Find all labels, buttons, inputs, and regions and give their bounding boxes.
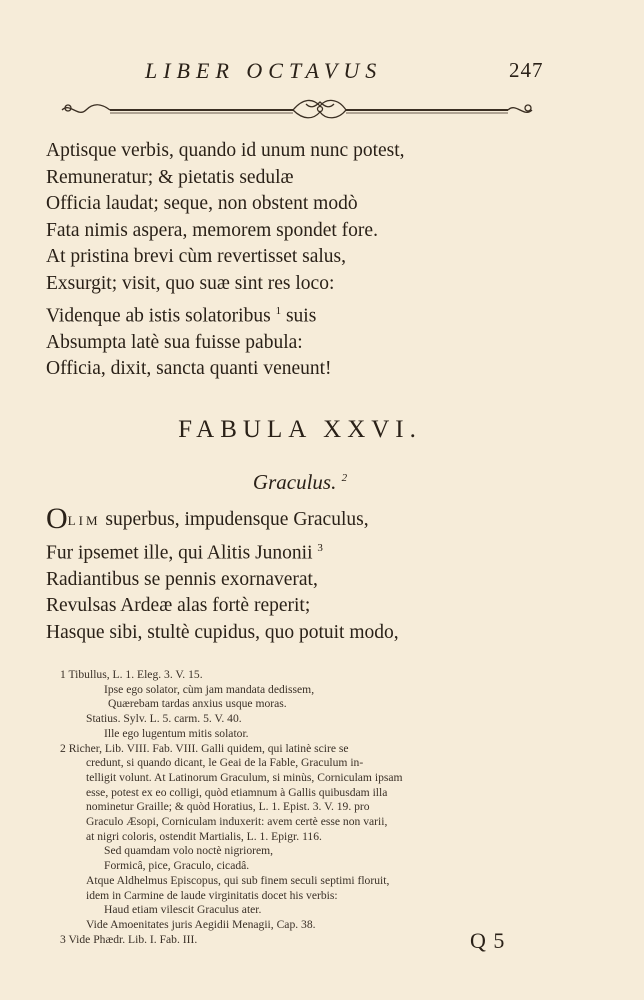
verse-line: Radiantibus se pennis exornaverat, xyxy=(46,568,318,590)
footnotes xyxy=(60,668,560,947)
poem-bottom xyxy=(46,502,606,646)
drop-cap: O xyxy=(46,502,68,535)
footnote-marker: 2 xyxy=(341,472,348,484)
verse-line: Aptisque verbis, quando id unum nunc potest, xyxy=(46,140,405,161)
footnote-line: Formicâ, pice, Graculo, cicadâ. xyxy=(104,859,250,873)
small-caps-text: LIM xyxy=(67,513,101,528)
signature-mark: Q 5 xyxy=(470,928,506,953)
running-head: LIBER OCTAVUS xyxy=(145,58,383,83)
footnote-line: Haud etiam vilescit Graculus ater. xyxy=(104,903,262,917)
footnote-line: credunt, si quando dicant, le Geai de la Fable, Graculum in- xyxy=(86,756,364,770)
verse-line: Absumpta latè sua fuisse pabula: xyxy=(46,331,303,353)
footnote-line: nominetur Graille; & quòd Horatius, L. 1. Epist. 3. V. 19. pro xyxy=(86,800,370,814)
footnote-line: idem in Carmine de laude virginitatis docet his verbis: xyxy=(86,888,338,902)
page-number: 247 xyxy=(509,58,544,82)
verse-line xyxy=(46,502,606,535)
footnote-marker: 1 xyxy=(275,304,282,317)
verse-text: Fur ipsemet ille, qui Alitis Junonii xyxy=(46,542,313,564)
verse-text: Videnque ab istis solatoribus xyxy=(46,305,271,327)
footnote-line: telligit volunt. At Latinorum Graculum, si minùs, Corniculam ipsam xyxy=(86,770,403,784)
footnote-line: Ipse ego solator, cùm jam mandata dedissem, xyxy=(104,682,315,696)
verse-line: Officia laudat; seque, non obstent modò xyxy=(46,193,358,215)
footnote-line: Graculo Æsopi, Corniculam induxerit: avem certè esse non varii, xyxy=(86,815,388,829)
verse-text: superbus, impudensque Graculus, xyxy=(105,509,369,530)
footnote-line: Sed quamdam volo noctè nigriorem, xyxy=(104,844,274,858)
verse-line xyxy=(46,298,606,330)
footnote-line: Atque Aldhelmus Episcopus, qui sub finem seculi septimi floruit, xyxy=(86,873,390,887)
ornament-rule-icon xyxy=(58,96,538,122)
footnote-line: at nigri coloris, ostendit Martialis, L. 1. Epigr. 116. xyxy=(86,829,322,843)
verse-line: At pristina brevi cùm revertisset salus, xyxy=(46,246,347,268)
poem-top xyxy=(46,138,606,383)
verse-line: Remuneratur; & pietatis sedulæ xyxy=(46,166,294,188)
footnote-line: Quærebam tardas anxius usque moras. xyxy=(108,697,287,711)
verse-line: Fata nimis aspera, memorem spondet fore. xyxy=(46,219,378,241)
verse-line: Exsurgit; visit, quo suæ sint res loco: xyxy=(46,272,335,294)
footnote-line: 2 Richer, Lib. VIII. Fab. VIII. Galli quidem, qui latinè scire se xyxy=(60,741,349,755)
footnote-line: Ille ego lugentum mitis solator. xyxy=(104,726,249,740)
footnote-line: 1 Tibullus, L. 1. Eleg. 3. V. 15. xyxy=(60,668,203,681)
fable-title: FABULA XXVI. xyxy=(178,416,422,443)
verse-text-end: suis xyxy=(285,305,317,327)
verse-line: Revulsas Ardeæ alas fortè reperit; xyxy=(46,595,311,617)
footnote-marker: 3 xyxy=(317,541,323,554)
fable-subtitle xyxy=(0,470,600,495)
footnote-line: 3 Vide Phædr. Lib. I. Fab. III. xyxy=(60,932,198,946)
fable-subtitle-text: Graculus. xyxy=(252,470,337,494)
footnote-line: Vide Amoenitates juris Aegidii Menagii, Cap. 38. xyxy=(86,917,316,931)
verse-line: Hasque sibi, stultè cupidus, quo potuit modo, xyxy=(46,621,399,643)
verse-line: Officia, dixit, sancta quanti veneunt! xyxy=(46,358,332,380)
footnote-line: esse, potest ex eo colligi, quòd etiamnum à Gallis quibusdam illa xyxy=(86,785,388,799)
footnote-line: Statius. Sylv. L. 5. carm. 5. V. 40. xyxy=(86,712,242,726)
verse-line xyxy=(46,535,606,567)
